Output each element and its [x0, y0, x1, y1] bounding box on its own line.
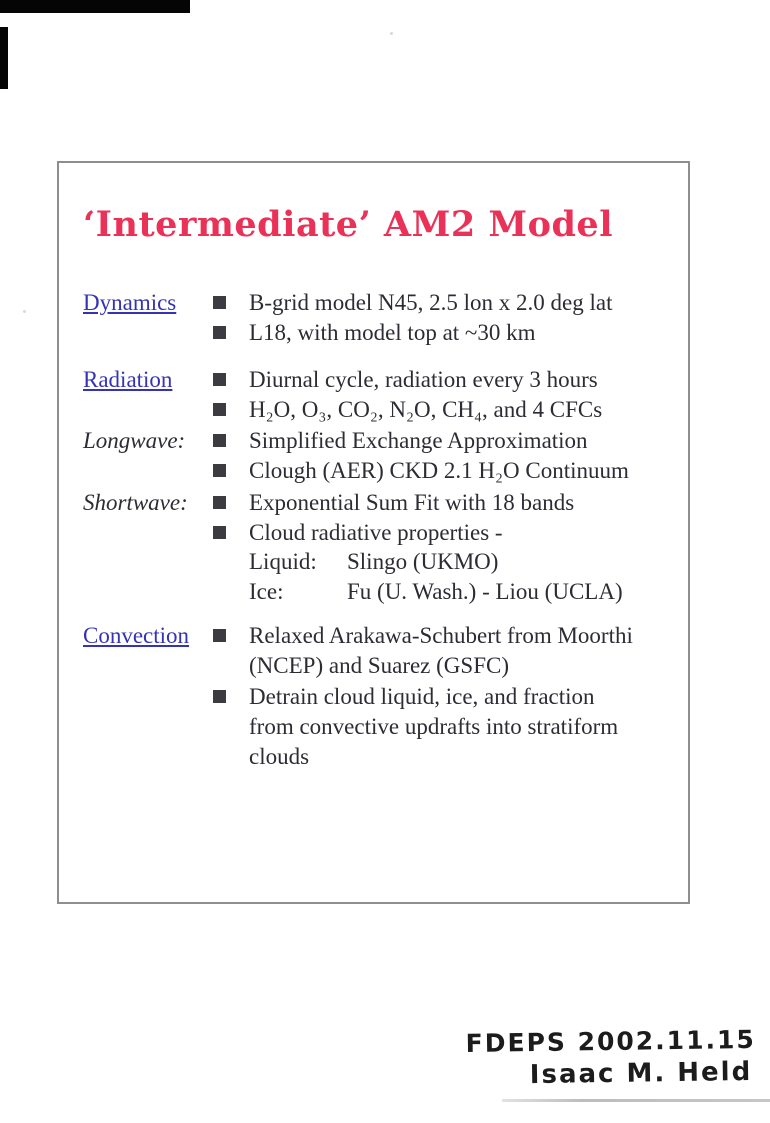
section-link-radiation[interactable]: Radiation — [83, 367, 173, 392]
scan-speck — [390, 32, 393, 35]
bullet-square-icon — [213, 403, 226, 416]
bullet-square-icon — [213, 326, 226, 339]
bullet-text: Simplified Exchange Approximation — [249, 428, 588, 453]
content-row — [59, 365, 688, 395]
handwritten-underline — [502, 1099, 770, 1102]
content-row — [59, 742, 688, 772]
bullet-text: Relaxed Arakawa-Schubert from Moorthi — [249, 623, 633, 648]
bullet-text: B-grid model N45, 2.5 lon x 2.0 deg lat — [249, 290, 613, 315]
bullet-square-icon — [213, 434, 226, 447]
cloud-property-value: Fu (U. Wash.) - Liou (UCLA) — [347, 579, 623, 604]
cloud-property-key: Ice: — [249, 579, 284, 604]
scan-artifact-top-bar — [0, 0, 190, 13]
scan-artifact-left-bar — [0, 27, 8, 89]
bullet-square-icon — [213, 464, 226, 477]
bullet-square-icon — [213, 296, 226, 309]
bullet-text: L18, with model top at ~30 km — [249, 320, 536, 345]
cloud-property-key: Liquid: — [249, 549, 317, 574]
slide-title: ‘Intermediate’ AM2 Model — [83, 204, 613, 245]
handwritten-event-date: FDEPS 2002.11.15 — [465, 1024, 756, 1058]
content-row — [59, 651, 688, 681]
bullet-square-icon — [213, 496, 226, 509]
content-row — [59, 547, 688, 577]
handwritten-author-name: Isaac M. Held — [529, 1056, 753, 1091]
content-row — [59, 395, 688, 425]
content-row — [59, 682, 688, 712]
bullet-text: H₂O, O₃, CO₂, N₂O, CH₄, and 4 CFCs — [249, 397, 603, 422]
section-label-shortwave: Shortwave: — [83, 490, 188, 515]
bullet-text-continuation: from convective updrafts into stratiform — [249, 714, 619, 739]
bullet-square-icon — [213, 629, 226, 642]
content-row — [59, 456, 688, 486]
cloud-property-value: Slingo (UKMO) — [347, 549, 499, 574]
content-row — [59, 426, 688, 456]
section-link-convection[interactable]: Convection — [83, 623, 190, 648]
bullet-text: Clough (AER) CKD 2.1 H₂O Continuum — [249, 458, 629, 483]
slide-frame — [57, 161, 690, 904]
bullet-square-icon — [213, 690, 226, 703]
bullet-text: Diurnal cycle, radiation every 3 hours — [249, 367, 598, 392]
content-row — [59, 621, 688, 651]
handwritten-annotation — [456, 1024, 757, 1092]
scan-speck — [23, 310, 26, 313]
bullet-text-continuation: (NCEP) and Suarez (GSFC) — [249, 653, 509, 678]
bullet-square-icon — [213, 526, 226, 539]
bullet-text-continuation: clouds — [249, 744, 310, 769]
bullet-text: Exponential Sum Fit with 18 bands — [249, 490, 575, 515]
content-row — [59, 577, 688, 607]
content-row — [59, 288, 688, 318]
content-row — [59, 712, 688, 742]
content-row — [59, 318, 688, 348]
bullet-text: Cloud radiative properties - — [249, 520, 503, 545]
content-row — [59, 488, 688, 518]
bullet-text: Detrain cloud liquid, ice, and fraction — [249, 684, 595, 709]
section-link-dynamics[interactable]: Dynamics — [83, 290, 177, 315]
content-row — [59, 518, 688, 548]
section-label-longwave: Longwave: — [83, 428, 186, 453]
bullet-square-icon — [213, 373, 226, 386]
